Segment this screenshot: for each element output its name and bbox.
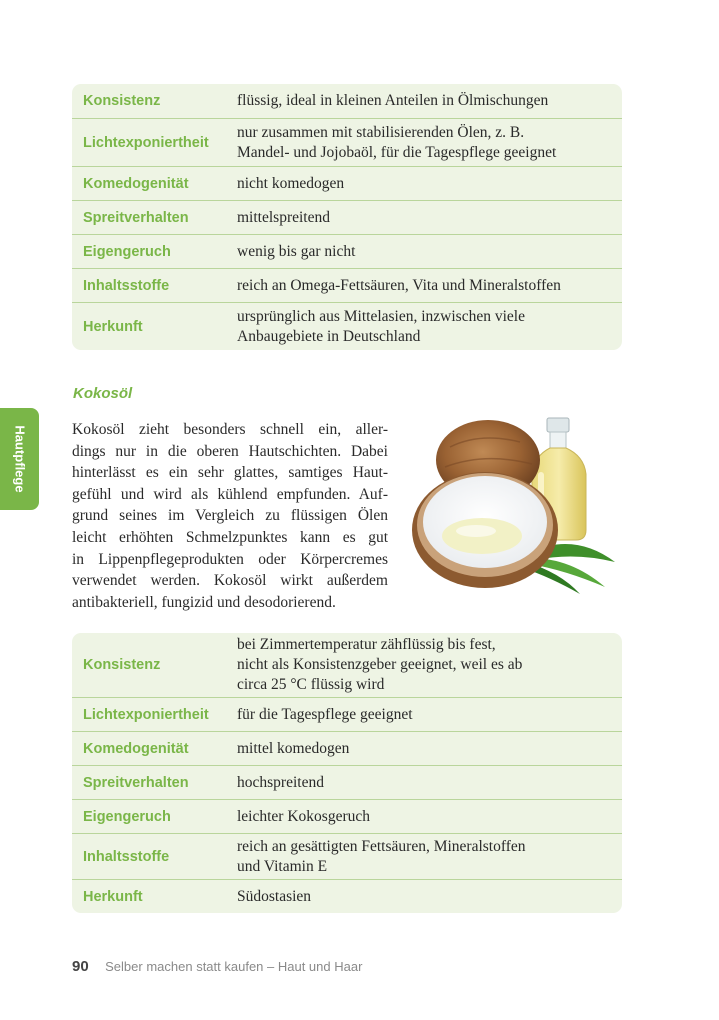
row-value: hochspreitend bbox=[237, 773, 324, 791]
table-row bbox=[72, 879, 622, 913]
table-row bbox=[72, 765, 622, 799]
row-value: wenig bis gar nicht bbox=[237, 242, 356, 260]
row-value: flüssig, ideal in kleinen Anteilen in Ölmischungen bbox=[237, 92, 549, 109]
book-title: Selber machen statt kaufen – Haut und Haar bbox=[105, 959, 363, 974]
table-row bbox=[72, 302, 622, 350]
paragraph-line: in Lippenpflegeprodukten oder Körpercremes bbox=[72, 550, 388, 568]
row-label: Lichtexponiertheit bbox=[83, 706, 209, 723]
table-row bbox=[72, 118, 622, 166]
properties-table-1 bbox=[72, 84, 622, 350]
row-value: für die Tagespflege geeignet bbox=[237, 705, 413, 723]
section-title: Kokosöl bbox=[73, 385, 133, 402]
body-paragraph bbox=[72, 419, 388, 613]
row-label: Eigengeruch bbox=[83, 808, 171, 825]
table-row bbox=[72, 166, 622, 200]
chapter-tab bbox=[0, 408, 39, 510]
row-value: reich an Omega-Fettsäuren, Vita und Mineralstoffen bbox=[237, 276, 561, 294]
table-row bbox=[72, 633, 622, 697]
paragraph-line: verwendet werden. Kokosöl wirkt außerdem bbox=[72, 572, 388, 590]
row-value: ursprünglich aus Mittelasien, inzwischen viele Anbaugebiete in Deutschland bbox=[237, 307, 525, 345]
paragraph-line: Kokosöl zieht besonders schnell ein, aller- bbox=[72, 421, 388, 438]
row-value: Südostasien bbox=[237, 887, 312, 905]
row-value: nur zusammen mit stabilisierenden Ölen, z. B. Mandel- und Jojobaöl, für die Tagespflege geeignet bbox=[237, 123, 557, 161]
coconut-oil-illustration bbox=[410, 412, 620, 597]
row-label: Konsistenz bbox=[83, 93, 161, 109]
row-label: Komedogenität bbox=[83, 740, 189, 757]
row-label: Herkunft bbox=[83, 318, 143, 335]
paragraph-line: gefühl und wird als kühlend empfunden. Auf- bbox=[72, 485, 388, 503]
row-value: bei Zimmertemperatur zähflüssig bis fest, nicht als Konsistenzgeber geeignet, weil es ab circa 25 °C flüssig wird bbox=[237, 636, 523, 693]
properties-table-2 bbox=[72, 633, 622, 913]
row-label: Eigengeruch bbox=[83, 243, 171, 260]
row-label: Inhaltsstoffe bbox=[83, 277, 170, 294]
row-value: mittelspreitend bbox=[237, 208, 330, 226]
row-value: nicht komedogen bbox=[237, 174, 345, 192]
table-row bbox=[72, 234, 622, 268]
row-value: mittel komedogen bbox=[237, 739, 350, 757]
half-coconut-icon bbox=[412, 472, 558, 588]
paragraph-line: leicht erhöhten Schmelzpunktes kann es gut bbox=[72, 528, 388, 546]
paragraph-line: antibakteriell, fungizid und desodorierend. bbox=[72, 593, 336, 611]
page-footer bbox=[72, 958, 362, 976]
paragraph-line: dings nur in die oberen Hautschichten. Dabei bbox=[72, 442, 388, 460]
row-label: Spreitverhalten bbox=[83, 209, 189, 226]
row-label: Spreitverhalten bbox=[83, 774, 189, 791]
row-label: Herkunft bbox=[83, 888, 143, 905]
row-label: Lichtexponiertheit bbox=[83, 134, 209, 151]
chapter-tab-label: Hautpflege bbox=[12, 425, 27, 493]
table-row bbox=[72, 731, 622, 765]
paragraph-line: grund seines im Vergleich zu flüssigen Ölen bbox=[72, 507, 388, 525]
table-row bbox=[72, 799, 622, 833]
row-label: Konsistenz bbox=[83, 657, 161, 673]
table-row bbox=[72, 833, 622, 879]
table-row bbox=[72, 84, 622, 118]
paragraph-line: hinterlässt es ein sehr glattes, samtiges Haut- bbox=[72, 464, 388, 482]
table-row bbox=[72, 697, 622, 731]
row-label: Inhaltsstoffe bbox=[83, 848, 170, 865]
row-label: Komedogenität bbox=[83, 175, 189, 192]
row-value: reich an gesättigten Fettsäuren, Mineralstoffen und Vitamin E bbox=[237, 837, 526, 875]
page-number: 90 bbox=[72, 958, 89, 975]
table-row bbox=[72, 268, 622, 302]
table-row bbox=[72, 200, 622, 234]
row-value: leichter Kokosgeruch bbox=[237, 807, 370, 825]
